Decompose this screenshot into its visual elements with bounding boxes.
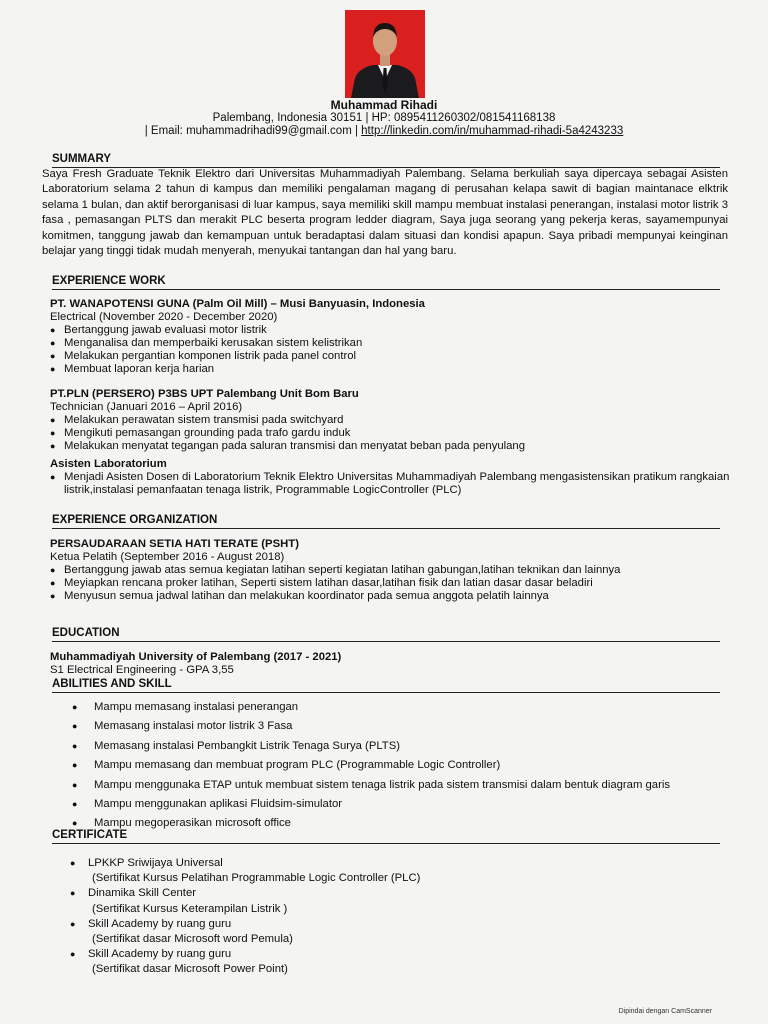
job-wanapotensi (50, 298, 730, 376)
abilities-title: ABILITIES AND SKILL (52, 678, 720, 693)
list-item: ● Mampu menggunakan aplikasi Fluidsim-simulator (72, 798, 712, 811)
list-item: ● Membuat laporan kerja harian (50, 363, 730, 376)
candidate-name: Muhammad Rihadi (330, 98, 438, 112)
certificate-title: CERTIFICATE (52, 829, 720, 844)
school-name: Muhammadiyah University of Palembang (2017 - 2021) (50, 651, 342, 663)
list-item: ● Mengikuti pemasangan grounding pada trafo gardu induk (50, 427, 730, 440)
list-item: ● Bertanggung jawab evaluasi motor listrik (50, 324, 730, 337)
org-role: Ketua Pelatih (September 2016 - August 2018) (50, 551, 285, 563)
org-psht (50, 538, 730, 603)
list-item: ● Menyusun semua jadwal latihan dan melakukan koordinator pada semua anggota pelatih lainnya (50, 590, 730, 603)
list-item: ● LPKKP Sriwijaya Universal (70, 856, 710, 871)
list-item: ● Mampu memasang dan membuat program PLC (Programmable Logic Controller) (72, 759, 712, 772)
list-item: ● Melakukan perawatan sistem transmisi pada switchyard (50, 414, 730, 427)
contact-header (0, 98, 768, 138)
list-item: ● Menjadi Asisten Dosen di Laboratorium Teknik Elektro Universitas Muhammadiyah Palembang mengasistensikan pratikum rangkaian listrik,instalasi pemanfaatan tenaga listrik, Programmable LogicController (PLC) (50, 471, 730, 497)
job-asisten (50, 458, 730, 497)
list-item: ● Memasang instalasi motor listrik 3 Fasa (72, 720, 712, 733)
degree: S1 Electrical Engineering - GPA 3,55 (50, 664, 234, 676)
experience-title: EXPERIENCE WORK (52, 275, 720, 290)
profile-photo (345, 10, 425, 98)
job-org: PT.PLN (PERSERO) P3BS UPT Palembang Unit Bom Baru (50, 388, 359, 400)
email-text: | Email: muhammadrihadi99@gmail.com | (144, 125, 362, 137)
contact-line: Palembang, Indonesia 30151 | HP: 0895411260302/081541168138 (212, 112, 556, 124)
certificate-desc: (Sertifikat dasar Microsoft word Pemula) (92, 933, 293, 946)
summary-title: SUMMARY (52, 153, 720, 168)
abilities-list (72, 701, 712, 837)
person-icon (345, 10, 425, 98)
org-name: PERSAUDARAAN SETIA HATI TERATE (PSHT) (50, 538, 299, 550)
list-item: ● Memasang instalasi Pembangkit Listrik Tenaga Surya (PLTS) (72, 740, 712, 753)
certificate-list (70, 856, 710, 978)
list-item: ● Dinamika Skill Center (70, 886, 710, 901)
job-role: Technician (Januari 2016 – April 2016) (50, 401, 243, 413)
job-org: Asisten Laboratorium (50, 458, 167, 470)
list-item: ● Meyiapkan rencana proker latihan, Seperti sistem latihan dasar,latihan fisik dan latian dasar dasar beladiri (50, 577, 730, 590)
certificate-desc: (Sertifikat Kursus Keterampilan Listrik ) (92, 902, 288, 915)
job-pln (50, 388, 730, 453)
list-item: ● Melakukan menyatat tegangan pada saluran transmisi dan menyatat beban pada penyulang (50, 440, 730, 453)
list-item: ● Skill Academy by ruang guru (70, 917, 710, 932)
job-org: PT. WANAPOTENSI GUNA (Palm Oil Mill) – Musi Banyuasin, Indonesia (50, 298, 425, 310)
summary-text: Saya Fresh Graduate Teknik Elektro dari Universitas Muhammadiyah Palembang. Selama berkuliah saya dipercaya sebagai Asisten Laboratorium selama 2 tahun di kampus dan memiliki pengalaman magang di perusahan kelapa sawit di bagian maintanace elktrik selama 1 bulan, dan aktif berorganisasi di luar kampus, saya memiliki skill mampu membuat instalasi penerangan, instalasi motor listrik 3 fasa , pemasangan PLTS dan merakit PLC beserta program ledder diagram, Saya juga seorang yang pekerja keras, sayamempunyai komitmen, tanggung jawab dan kemampuan untuk beradaptasi dalam situasi dan kondisi apapun. Saya pribadi mempunyai keinginan belajar yang tinggi tidak mudah menyerah, menyukai tantangan dan hal yang baru. (42, 168, 728, 258)
list-item: ● Melakukan pergantian komponen listrik pada panel control (50, 350, 730, 363)
list-item: ● Mampu megoperasikan microsoft office (72, 817, 712, 830)
email-line (0, 125, 768, 138)
education-entry (50, 651, 730, 677)
certificate-desc: (Sertifikat Kursus Pelatihan Programmable Logic Controller (PLC) (92, 872, 421, 885)
list-item: ● Mampu menggunaka ETAP untuk membuat sistem tenaga listrik pada sistem transmisi dalam bentuk diagram garis (72, 779, 712, 792)
list-item: ● Skill Academy by ruang guru (70, 947, 710, 962)
list-item: ● Bertanggung jawab atas semua kegiatan latihan seperti kegiatan latihan gabungan,latihan teknikan dan lainnya (50, 564, 730, 577)
list-item: ● Mampu memasang instalasi penerangan (72, 701, 712, 714)
scanner-watermark: Dipindai dengan CamScanner (618, 1008, 712, 1015)
education-title: EDUCATION (52, 627, 720, 642)
list-item: ● Menganalisa dan memperbaiki kerusakan sistem kelistrikan (50, 337, 730, 350)
organization-title: EXPERIENCE ORGANIZATION (52, 514, 720, 529)
linkedin-link[interactable]: http://linkedin.com/in/muhammad-rihadi-5a4243233 (361, 125, 624, 137)
job-role: Electrical (November 2020 - December 2020) (50, 311, 278, 323)
certificate-desc: (Sertifikat dasar Microsoft Power Point) (92, 963, 288, 976)
